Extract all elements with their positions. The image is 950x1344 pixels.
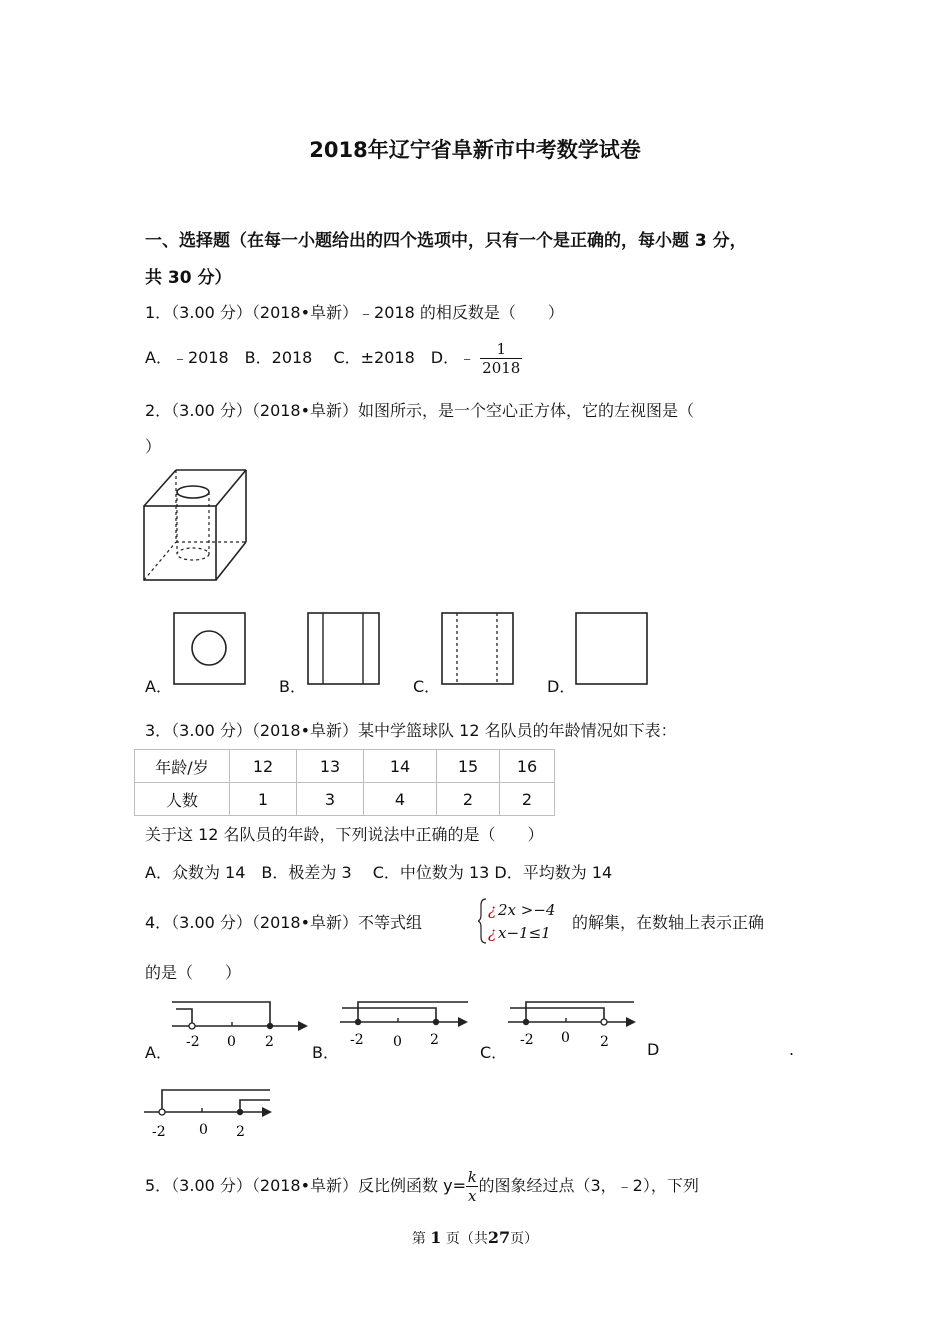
q2-option-a-figure: [173, 612, 247, 686]
q4-inequality-1: 2x >−4: [498, 901, 556, 919]
q2-option-d-label: D．: [547, 677, 576, 696]
tick-label: -2: [350, 1032, 364, 1048]
q2-option-c-figure: [441, 612, 515, 686]
q5-stem-prefix: 5．（3.00 分）（2018•阜新）反比例函数 y=: [145, 1176, 467, 1195]
q4-stem-suffix: 的解集，在数轴上表示正确: [572, 913, 765, 932]
q5-stem: [145, 1168, 699, 1205]
section-heading-line1: 一、选择题（在每一小题给出的四个选项中，只有一个是正确的，每小题 3 分，: [145, 231, 747, 251]
q4-option-a-numberline: [170, 996, 310, 1054]
q3-options: A．众数为 14 B．极差为 3 C．中位数为 13 D．平均数为 14: [145, 863, 613, 882]
q3-stem: 3．（3.00 分）（2018•阜新）某中学篮球队 12 名队员的年龄情况如下表：: [145, 721, 677, 740]
tick-label: -2: [186, 1034, 200, 1050]
q1-options-text: A．﹣2018 B．2018 C．±2018 D．﹣: [145, 348, 476, 367]
table-cell: 16: [500, 750, 555, 783]
q2-stem-line1: 2．（3.00 分）（2018•阜新）如图所示，是一个空心正方体，它的左视图是（: [145, 401, 695, 420]
q2-option-b-label: B．: [279, 677, 306, 696]
q1-options: [145, 340, 522, 377]
table-cell: 3: [297, 783, 364, 816]
tick-label: 0: [393, 1034, 402, 1050]
q5-fraction-denominator: x: [468, 1187, 477, 1205]
tick-label: 2: [600, 1034, 609, 1050]
q2-option-c-label: C．: [413, 677, 441, 696]
table-row: [135, 783, 555, 816]
q4-option-b-label: B．: [312, 1043, 339, 1062]
q1-fraction-denominator: 2018: [482, 359, 521, 377]
q4-inequality-2: x−1≤1: [498, 924, 551, 942]
tick-label: 0: [561, 1030, 570, 1046]
table-header-age: 年龄/岁: [135, 750, 230, 783]
footer-total-pages: 27: [487, 1228, 511, 1247]
q4-option-d-dot: .: [789, 1040, 795, 1059]
q4-stem-line2: 的是（ ）: [145, 963, 242, 982]
section-heading-line2: 共 30 分）: [145, 268, 232, 288]
table-cell: 14: [364, 750, 437, 783]
footer-suffix: 页）: [510, 1231, 539, 1247]
footer-page-number: 1: [430, 1228, 442, 1247]
q4-stem-prefix: 4．（3.00 分）（2018•阜新）不等式组: [145, 913, 423, 932]
tick-label: -2: [152, 1124, 166, 1140]
hollow-cube-figure: [140, 466, 252, 584]
q4-ineq-mark-1: ¿: [488, 901, 497, 919]
page-title: 2018年辽宁省阜新市中考数学试卷: [309, 138, 641, 162]
q4-ineq-mark-2: ¿: [488, 924, 497, 942]
tick-label: 2: [236, 1124, 245, 1140]
q5-fraction-numerator: k: [467, 1168, 477, 1186]
q1-fraction-numerator: 1: [496, 340, 507, 358]
q4-inequality-system: [478, 896, 574, 946]
q4-option-d-label: D: [647, 1040, 660, 1059]
table-cell: 2: [500, 783, 555, 816]
table-row: [135, 750, 555, 783]
table-cell: 13: [297, 750, 364, 783]
table-cell: 12: [230, 750, 297, 783]
table-cell: 2: [437, 783, 500, 816]
q2-option-d-figure: [575, 612, 649, 686]
tick-label: 0: [199, 1122, 208, 1138]
tick-label: 2: [265, 1034, 274, 1050]
q1-stem: 1．（3.00 分）（2018•阜新）﹣2018 的相反数是（ ）: [145, 303, 564, 322]
tick-label: -2: [520, 1032, 534, 1048]
q5-stem-suffix: 的图象经过点（3，﹣2），下列: [478, 1176, 699, 1195]
tick-label: 0: [227, 1034, 236, 1050]
table-cell: 15: [437, 750, 500, 783]
q4-option-b-numberline: [338, 996, 472, 1054]
table-cell: 4: [364, 783, 437, 816]
q4-option-a-label: A．: [145, 1043, 172, 1062]
footer-prefix: 第: [411, 1231, 426, 1247]
tick-label: 2: [430, 1032, 439, 1048]
footer-middle: 页（共: [445, 1231, 488, 1247]
q3-question: 关于这 12 名队员的年龄，下列说法中正确的是（ ）: [145, 825, 544, 844]
q4-option-d-numberline: [142, 1084, 276, 1142]
q4-option-c-numberline: [506, 996, 640, 1054]
q1-fraction: [480, 340, 522, 377]
q2-option-b-figure: [307, 612, 381, 686]
q2-stem-line2: ）: [145, 437, 162, 456]
table-header-count: 人数: [135, 783, 230, 816]
q4-option-c-label: C．: [480, 1043, 508, 1062]
age-table: [134, 749, 555, 816]
q2-option-a-label: A．: [145, 677, 172, 696]
table-cell: 1: [230, 783, 297, 816]
q5-fraction: [466, 1168, 478, 1205]
page-footer: [0, 1228, 950, 1248]
